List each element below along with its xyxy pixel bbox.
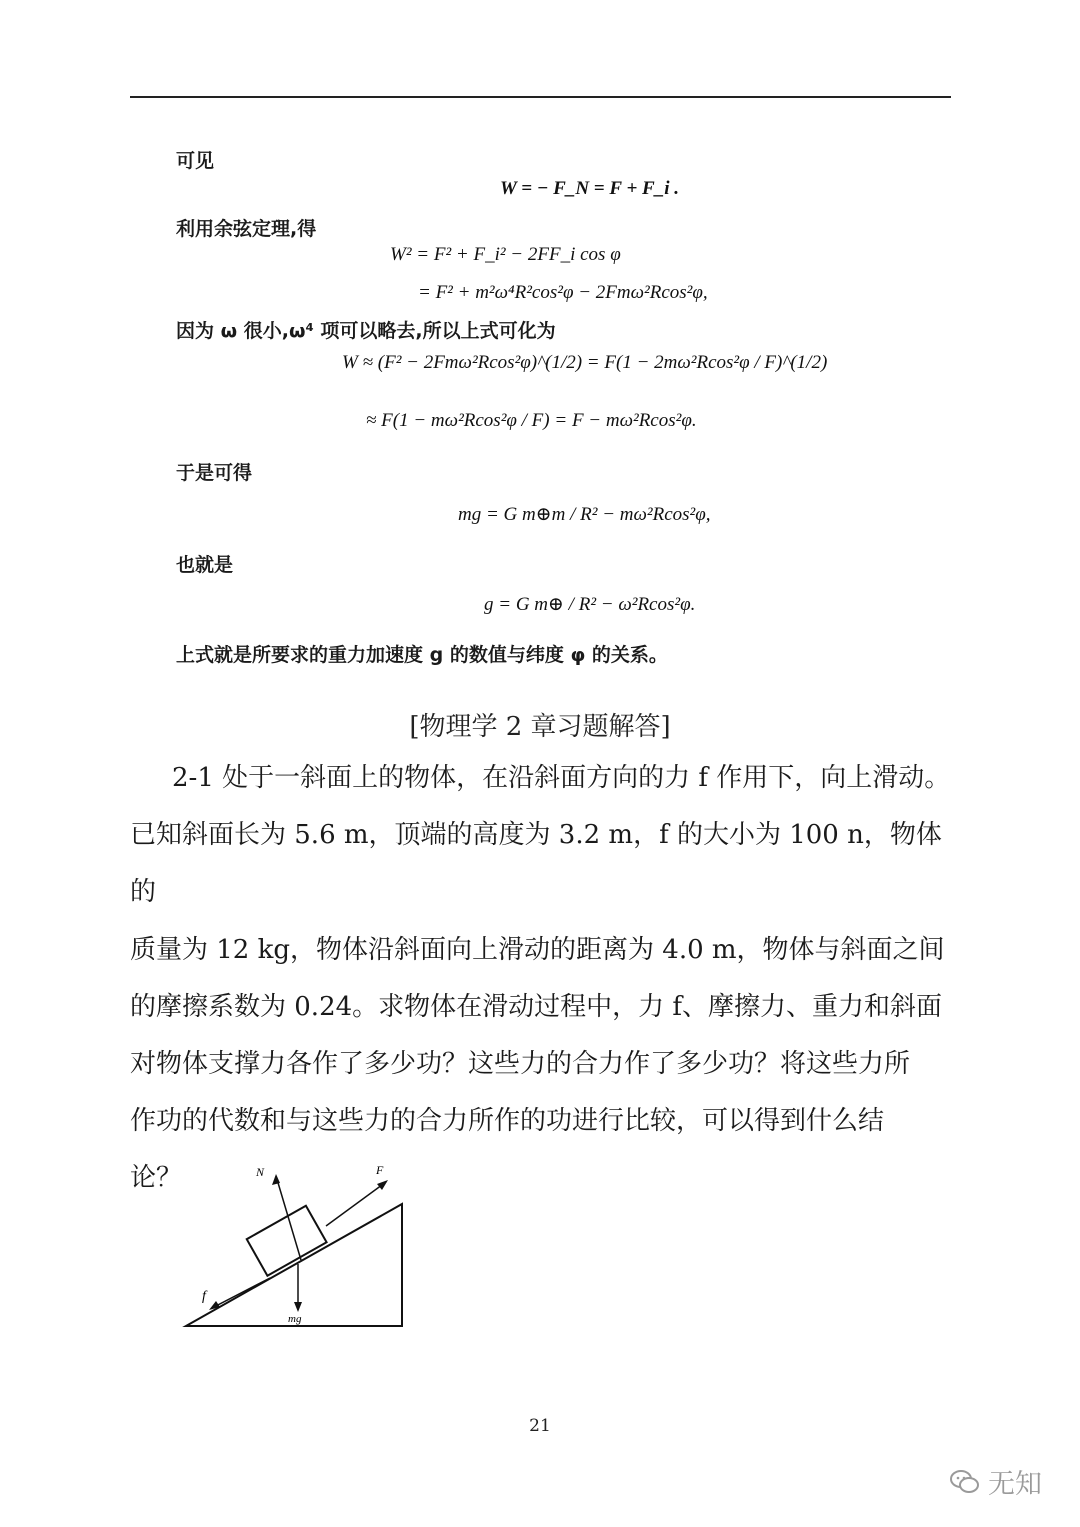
section-title: [物理学 2 章习题解答] xyxy=(409,712,671,742)
equation-3-line-1: W ≈ (F² − 2Fmω²Rcos²φ)^(1/2) = F(1 − 2mω²Rcos²φ / F)^(1/2) xyxy=(342,352,828,373)
block xyxy=(247,1206,327,1276)
problem-line: 质量为 12 kg，物体沿斜面向上滑动的距离为 4.0 m，物体与斜面之间 xyxy=(130,934,945,965)
watermark xyxy=(950,1462,1042,1502)
label-N: N xyxy=(256,1165,265,1179)
equation-2-line-2: = F² + m²ω⁴R²cos²φ − 2Fmω²Rcos²φ, xyxy=(418,282,708,303)
label-kejian: 可见 xyxy=(176,150,215,172)
applied-force-arrow xyxy=(326,1182,386,1226)
problem-line: 的摩擦系数为 0.24。求物体在滑动过程中，力 f、摩擦力、重力和斜面 xyxy=(130,991,943,1022)
label-cosine-theorem: 利用余弦定理,得 xyxy=(176,218,317,240)
problem-line: 作功的代数和与这些力的合力所作的功进行比较，可以得到什么结 xyxy=(130,1106,885,1137)
equation-5: g = G m⊕ / R² − ω²Rcos²φ. xyxy=(484,594,696,615)
header-rule xyxy=(130,96,951,98)
label-f: f xyxy=(202,1289,206,1304)
page-number: 21 xyxy=(529,1416,551,1436)
problem-2-1 xyxy=(130,750,960,1208)
friction-arrow xyxy=(212,1278,270,1308)
problem-line: 已知斜面长为 5.6 m，顶端的高度为 3.2 m，f 的大小为 100 n，物体的 xyxy=(130,820,942,908)
label-omega-small: 因为 ω 很小,ω⁴ 项可以略去,所以上式可化为 xyxy=(176,320,556,342)
applied-force-arrowhead xyxy=(377,1180,388,1190)
problem-line: 对物体支撑力各作了多少功？这些力的合力作了多少功？将这些力所 xyxy=(130,1049,911,1080)
label-yushi-kede: 于是可得 xyxy=(176,462,253,484)
equation-1 xyxy=(500,178,679,200)
conclusion-text: 上式就是所要求的重力加速度 g 的数值与纬度 φ 的关系。 xyxy=(176,644,668,666)
inclined-plane-figure xyxy=(180,1160,420,1340)
problem-line: 论？ xyxy=(130,1163,183,1194)
wechat-icon xyxy=(950,1469,980,1502)
equation-2-line-1: W² = F² + F_i² − 2FF_i cos φ xyxy=(390,244,621,265)
equation-3-line-2: ≈ F(1 − mω²Rcos²φ / F) = F − mω²Rcos²φ. xyxy=(366,410,697,431)
label-F: F xyxy=(376,1163,384,1177)
label-yejiushi: 也就是 xyxy=(176,554,234,576)
watermark-text: 无知 xyxy=(988,1469,1042,1500)
gravity-arrowhead xyxy=(294,1302,302,1312)
label-mg: mg xyxy=(288,1313,302,1325)
equation-4: mg = G m⊕m / R² − mω²Rcos²φ, xyxy=(458,504,711,525)
equation-1-text: W = − F_N = F + F_i . xyxy=(500,178,679,199)
problem-line: 2-1 处于一斜面上的物体，在沿斜面方向的力 f 作用下，向上滑动。 xyxy=(172,763,951,793)
